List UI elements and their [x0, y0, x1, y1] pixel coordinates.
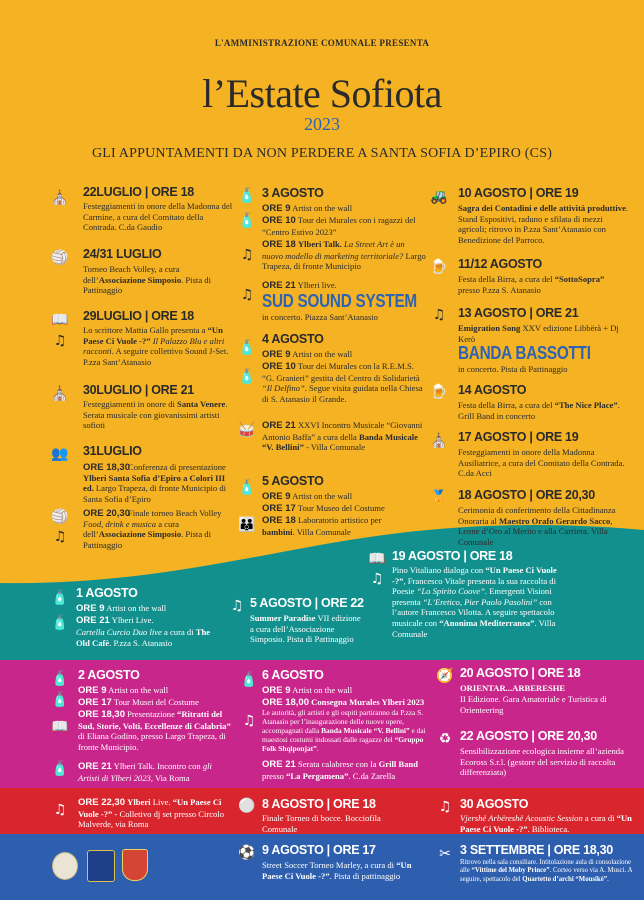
music-note-icon: ♫	[432, 307, 446, 323]
volleyball-icon: 🏐	[51, 250, 69, 266]
event-1-agosto-o1: ORE 9 Artist on the wall	[76, 603, 167, 614]
event-11-12-agosto-title: 11/12 AGOSTO	[458, 257, 542, 271]
event-ore-22-30-text: ORE 22,30 Ylberi Live. “Un Paese Ci Vuole -?” - Colletivo dj set presso Circolo Malverde, via Roma	[78, 797, 225, 830]
event-5-agosto-o2: ORE 17 Tour Museo del Costume	[262, 503, 385, 514]
soccer-ball-icon: ⚽	[238, 845, 256, 861]
music-note-icon: ♫	[242, 713, 256, 729]
event-10-agosto-text: Sagra dei Contadini e delle attività produttive. Stand Espositivi, raduno e sfilata di mezzi agricoli; ritrovo in P.zza Sant’Atanasio con Benedizione del Parroco.	[458, 203, 629, 245]
book-icon: 📖	[51, 312, 69, 328]
event-3-settembre-title: 3 SETTEMBRE | ORE 18,30	[460, 843, 613, 857]
event-30-luglio-title: 30LUGLIO | ORE 21	[83, 383, 194, 397]
music-note-icon: ♫	[438, 799, 452, 815]
event-20-agosto-title: 20 AGOSTO | ORE 18	[460, 666, 581, 680]
spray-can-icon: 🧴	[238, 188, 256, 204]
spray-can-icon: 🧴	[51, 590, 69, 606]
event-14-agosto-text: Festa della Birra, a cura del “The Nice Place”. Grill Band in concerto	[458, 400, 620, 421]
event-5-agosto-night-text: Summer Paradise VII edizione a cura dell’Associazione Simposio. Pista di Pattinaggio	[250, 613, 361, 645]
event-3-agosto-o1: ORE 9 Artist on the wall	[262, 203, 353, 214]
event-13-agosto-title: 13 AGOSTO | ORE 21	[458, 306, 579, 320]
event-2-agosto-title: 2 AGOSTO	[78, 668, 140, 682]
event-3-agosto-o2: ORE 10 Tour dei Murales con i ragazzi del “Centro Estivo 2023”	[262, 215, 416, 237]
event-6-agosto-o3: ORE 21 Serata calabrese con la Grill Band presso “La Pergamena”. C.da Zarella	[262, 759, 418, 781]
event-13-agosto-venue: in concerto. Pista di Pattinaggio	[458, 364, 568, 374]
event-18-agosto-text: Cerimonia di conferimento della Cittadinanza Onoraria al Maestro Orafo Gerardo Sacco, Leone d’Oro al Merito e alla Carriera. Villa Comunale	[458, 505, 616, 547]
event-31-luglio-text2: Finale torneo Beach Volley Food, drink e musica a cura dell’Associazione Simposio. Pista di Pattinaggio	[83, 508, 222, 550]
spray-can-icon: 🧴	[238, 480, 256, 496]
music-note-icon: ♫	[53, 802, 67, 818]
event-3-agosto-title: 3 AGOSTO	[262, 186, 324, 200]
event-17-agosto-text: Festeggiamenti in onore della Madonna Ausiliatrice, a cura del Comitato della Contrada. C.da Acci	[458, 447, 625, 479]
band-sud-sound-system: SUD SOUND SYSTEM	[262, 291, 417, 311]
event-5-agosto-o1: ORE 9 Artist on the wall	[262, 491, 353, 502]
event-31-luglio-text1: Conferenza di presentazione Ylberi Santa Sofia d’Epiro a Colori III ed. Largo Trapeza, di fronte Municipio di Santa Sofia d’Epiro	[83, 462, 227, 504]
event-8-agosto-title: 8 AGOSTO | ORE 18	[262, 797, 376, 811]
page-title: l’Estate Sofiota	[202, 71, 442, 116]
event-4-agosto-title: 4 AGOSTO	[262, 332, 324, 346]
spray-can-icon: 🧴	[238, 369, 256, 385]
event-10-agosto-title: 10 AGOSTO | ORE 19	[458, 186, 579, 200]
event-31-luglio-title: 31LUGLIO	[83, 444, 142, 458]
music-note-icon: ♫	[240, 247, 254, 263]
year-label: 2023	[304, 114, 340, 134]
region-logo	[87, 850, 115, 882]
children-icon: 👪	[238, 517, 256, 533]
music-note-icon: ♫	[53, 333, 67, 349]
event-19-agosto-title: 19 AGOSTO | ORE 18	[392, 549, 513, 563]
event-1-agosto-title: 1 AGOSTO	[76, 586, 138, 600]
page-subtitle: GLI APPUNTAMENTI DA NON PERDERE A SANTA SOFIA D’EPIRO (CS)	[91, 146, 553, 161]
music-note-icon: ♫	[370, 571, 384, 587]
drum-icon: 🥁	[238, 422, 256, 438]
event-17-agosto-title: 17 AGOSTO | ORE 19	[458, 430, 579, 444]
event-9-agosto-title: 9 AGOSTO | ORE 17	[262, 843, 376, 857]
music-note-icon: ♫	[240, 287, 254, 303]
spray-can-icon: 🧴	[51, 671, 69, 687]
event-3-agosto-o4: ORE 21 Ylberi live.	[262, 280, 337, 291]
event-31-luglio-ore2: ORE 20,30	[83, 508, 130, 519]
spray-can-icon: 🧴	[238, 213, 256, 229]
spray-can-icon: 🧴	[238, 340, 256, 356]
music-note-icon: ♫	[230, 598, 244, 614]
church-icon: ⛪	[51, 386, 69, 402]
event-4-agosto-o1: ORE 9 Artist on the wall	[262, 349, 353, 360]
event-2-agosto-o1: ORE 9 Artist on the wall	[78, 685, 169, 696]
scissors-icon: ✂	[439, 846, 451, 862]
event-30-agosto-text: Vjershë Arbëreshë Acoustic Session a cura di “Un Paese Ci Vuole -?”. Biblioteca.	[460, 813, 632, 834]
beer-icon: 🍺	[430, 384, 448, 400]
event-6-agosto-o2: ORE 18,00 Consegna Murales Ylberi 2023	[262, 697, 425, 708]
municipality-crest-logo	[122, 849, 148, 881]
event-3-agosto-o3: ORE 18 Ylberi Talk. La Street Art è un nuovo modello di marketing territoriale? Largo Trapeza, di fronte Municipio	[262, 239, 426, 272]
event-29-luglio-title: 29LUGLIO | ORE 18	[83, 309, 194, 323]
book-icon: 📖	[368, 551, 386, 567]
compass-icon: 🧭	[436, 668, 454, 684]
event-22-agosto-text: Sensibilizzazione ecologica insieme all’azienda Ecoross S.r.l. (gestore del servizio di raccolta differenziata)	[460, 746, 624, 778]
event-30-agosto-title: 30 AGOSTO	[460, 797, 529, 811]
event-9-agosto-text: Street Soccer Torneo Marley, a cura di “Un Paese Ci Vuole -?”. Pista di pattinaggio	[262, 860, 412, 881]
medal-icon: 🏅	[430, 490, 448, 506]
event-6-agosto-title: 6 AGOSTO	[262, 668, 324, 682]
event-4-agosto-o2: ORE 10 Tour dei Murales con la R.E.M.S. “G. Granieri” gestita del Centro di Solidarietà “Il Delfino”. Segue visita guidata nella Chiesa di S. Atanasio il Grande.	[262, 361, 423, 404]
event-5-agosto-title: 5 AGOSTO	[262, 474, 324, 488]
event-11-12-agosto-text: Festa della Birra, a cura del “SottoSopra” presso P.zza S. Atanasio	[458, 274, 605, 295]
event-1-agosto-o2: ORE 21 Ylberi Live.	[76, 615, 154, 626]
spray-can-icon: 🧴	[240, 672, 258, 688]
spray-can-icon: 🧴	[51, 761, 69, 777]
event-2-agosto-o4: ORE 21 Ylberi Talk. Incontro con gli Artisti di Ylberi 2023, Via Roma	[78, 761, 212, 783]
event-5-agosto-night-title: 5 AGOSTO | ORE 22	[250, 596, 364, 610]
event-31-luglio-ore1: ORE 18,30	[83, 462, 130, 473]
event-6-agosto-o1: ORE 9 Artist on the wall	[262, 685, 353, 696]
event-20-agosto-sub: ORIENTAR...ARBERESHE	[460, 683, 566, 693]
event-22-luglio-title: 22LUGLIO | ORE 18	[83, 185, 194, 199]
band-banda-bassotti: BANDA BASSOTTI	[458, 343, 591, 363]
event-22-agosto-title: 22 AGOSTO | ORE 20,30	[460, 729, 597, 743]
event-5-agosto-o3: ORE 18 Laboratorio artistico per bambini. Villa Comunale	[262, 515, 382, 537]
event-3-agosto-venue: in concerto. Piazza Sant’Atanasio	[262, 312, 378, 322]
event-3-settembre-text: Ritrovo nella sala consiliare. Intitolazione aula di consolazione alle “Vittime del Moby Prince”. Corteo verso via A. Musci. A seguire, spettacolo del Quartetto d’archi “Mousikè”.	[460, 859, 633, 883]
event-30-luglio-text: Festeggiamenti in onore di Santa Venere. Serata musicale con giovanissimi artisti sofioti	[83, 399, 228, 431]
event-14-agosto-title: 14 AGOSTO	[458, 383, 527, 397]
event-24-31-luglio-title: 24/31 LUGLIO	[83, 247, 162, 261]
event-2-agosto-o3: ORE 18,30 Presentazione “Ritratti del Sud, Storie, Volti, Eccellenze di Calabria” di Eliana Godino, presso Largo Trapeza, di fronte Municipio.	[78, 709, 231, 752]
event-13-agosto-text: Emigration Song XXV edizione Libbërà + Dj Kerò	[458, 323, 619, 344]
church-icon: ⛪	[430, 433, 448, 449]
tractor-icon: 🚜	[430, 189, 448, 205]
event-18-agosto-title: 18 AGOSTO | ORE 20,30	[458, 488, 595, 502]
volleyball-icon: 🏐	[51, 509, 69, 525]
presenter-line: L'AMMINISTRAZIONE COMUNALE PRESENTA	[214, 38, 430, 48]
music-note-icon: ♫	[53, 529, 67, 545]
beer-icon: 🍺	[430, 259, 448, 275]
event-20-agosto-text: II Edizione. Gara Amatoriale e Turistica di Orienteering	[460, 694, 607, 715]
event-29-luglio-text: Lo scrittore Mattia Gallo presenta a “Un Paese Ci Vuole -?” Il Palazzo Blu e altri racconti. A seguire collettivo Sound J-Set. P.zza Sant’Atanasio	[83, 325, 229, 367]
republic-emblem-logo	[52, 852, 78, 880]
event-22-luglio-text: Festeggiamenti in onore della Madonna del Carmine, a cura del Comitato della Contrada. C.da Gaudio	[83, 201, 233, 233]
event-8-agosto-text: Finale Torneo di bocce. Bocciofila Comunale	[262, 813, 381, 834]
recycle-icon: ♻	[438, 731, 452, 747]
people-icon: 👥	[51, 446, 69, 462]
event-2-agosto-o2: ORE 17 Tour Musei del Costume	[78, 697, 199, 708]
event-6-agosto-desc: Le autorità, gli artisti e gli ospiti partiranno da P.zza S. Atanasio per l’inaugurazione delle nuove opere, accompagnati dalla Banda Musicale “V. Bellini” e dai maestosi costumi indossati dalle ragazze del “Gruppo Folk Shqiponjat”.	[262, 708, 426, 753]
spray-can-icon: 🧴	[51, 692, 69, 708]
event-1-agosto-text: Cartella Curcio Duo live a cura di The Old Cafè. P.zza S. Atanasio	[76, 627, 211, 648]
church-icon: ⛪	[51, 190, 69, 206]
event-24-31-luglio-text: Torneo Beach Volley, a cura dell’Associazione Simposio. Pista di Pattinaggio	[83, 264, 211, 296]
event-4-agosto-o3: ORE 21 XXVI Incontro Musicale “Giovanni Antonio Baffa” a cura della Banda Musicale “V. Bellini” - Villa Comunale	[262, 420, 423, 453]
event-19-agosto-text: Pino Vitaliano dialoga con “Un Paese Ci Vuole -?”, Francesco Vitale presenta la sua raccolta di Poesie “Lo Spirito Coove”. Emergenti Visioni presenta “L’Eretico, Pier Paolo Pasolini” con l’autore Francesco Vilotta. A seguire spettacolo musicale con “Anonima Mediterranea”. Villa Comunale	[392, 565, 557, 639]
book-icon: 📖	[51, 719, 69, 735]
spray-can-icon: 🧴	[51, 615, 69, 631]
bocce-icon: ⚪	[238, 798, 256, 814]
